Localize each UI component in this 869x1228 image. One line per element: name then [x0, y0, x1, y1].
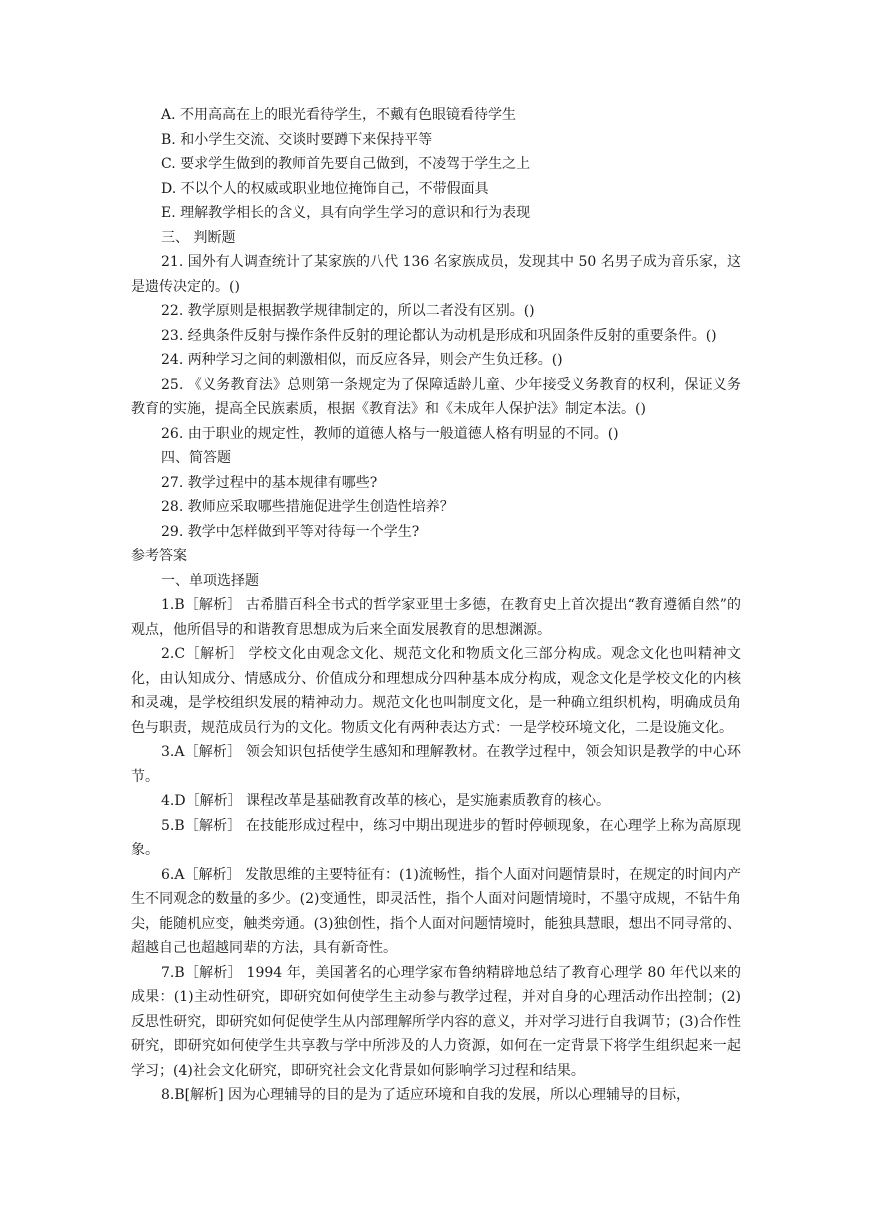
question-23: 23. 经典条件反射与操作条件反射的理论都认为动机是形成和巩固条件反射的重要条件。() [161, 327, 717, 344]
answer-3: 3.A［解析］ 领会知识包括使学生感知和理解教材。在教学过程中，领会知识是教学的中心环节。 [131, 744, 741, 785]
option-c: C. 要求学生做到的教师首先要自己做到，不凌驾于学生之上 [161, 156, 531, 172]
question-22: 22. 教学原则是根据教学规律制定的，所以二者没有区别。() [161, 303, 535, 319]
answers-heading: 参考答案 [131, 548, 187, 564]
document-body [131, 103, 741, 1108]
question-24: 24. 两种学习之间的刺激相似，而反应各异，则会产生负迁移。() [161, 352, 563, 368]
question-27: 27. 教学过程中的基本规律有哪些? [161, 474, 378, 491]
answer-7: 7.B［解析］ 1994 年，美国著名的心理学家布鲁纳精辟地总结了教育心理学 80 年代以来的成果：(1)主动性研究，即研究如何使学生主动参与教学过程，并对自身的心理活动作出控制；(2)反思性研究，即研究如何促使学生从内部理解所学内容的意义，并对学习进行自我调节；(3)合作性研究，即研究如何使学生共享教与学中所涉及的人力资源，如何在一定背景下将学生组织起来一起学习；(4)社会文化研究，即研究社会文化背景如何影响学习过程和结果。 [131, 964, 741, 1079]
section-4-heading: 四、简答题 [161, 450, 231, 466]
question-28: 28. 教师应采取哪些措施促进学生创造性培养？ [161, 499, 454, 515]
answer-2: 2.C［解析］ 学校文化由观念文化、规范文化和物质文化三部分构成。观念文化也叫精神文化，由认知成分、情感成分、价值成分和理想成分四种基本成分构成，观念文化是学校文化的内核和灵魂，是学校组织发展的精神动力。规范文化也叫制度文化，是一种确立组织机构，明确成员角色与职责，规范成员行为的文化。物质文化有两种表达方式：一是学校环境文化，二是设施文化。 [131, 646, 741, 736]
option-e: E. 理解教学相长的含义，具有向学生学习的意识和行为表现 [161, 205, 531, 221]
answer-6: 6.A［解析］ 发散思维的主要特征有：(1)流畅性，指个人面对问题情景时，在规定的时间内产生不同观念的数量的多少。(2)变通性，即灵活性，指个人面对问题情境时，不墨守成规，不钻牛角尖，能随机应变，触类旁通。(3)独创性，指个人面对问题情境时，能独具慧眼，想出不同寻常的、超越自己也超越同辈的方法，具有新奇性。 [131, 866, 741, 956]
option-a: A. 不用高高在上的眼光看待学生，不戴有色眼镜看待学生 [161, 107, 517, 123]
answer-5: 5.B［解析］ 在技能形成过程中，练习中期出现进步的暂时停顿现象，在心理学上称为高原现象。 [131, 817, 741, 858]
question-25: 25. 《义务教育法》总则第一条规定为了保障适龄儿童、少年接受义务教育的权利，保证义务教育的实施，提高全民族素质，根据《教育法》和《未成年人保护法》制定本法。() [131, 376, 741, 417]
answer-8: 8.B[解析] 因为心理辅导的目的是为了适应环境和自我的发展，所以心理辅导的目标， [161, 1087, 691, 1103]
answer-4: 4.D［解析］ 课程改革是基础教育改革的核心，是实施素质教育的核心。 [161, 793, 611, 809]
question-26: 26. 由于职业的规定性，教师的道德人格与一般道德人格有明显的不同。() [161, 425, 619, 442]
option-b: B. 和小学生交流、交谈时要蹲下来保持平等 [161, 131, 433, 148]
option-d: D. 不以个人的权威或职业地位掩饰自己，不带假面具 [161, 180, 489, 197]
answer-1: 1.B［解析］ 古希腊百科全书式的哲学家亚里士多德，在教育史上首次提出“教育遵循自然”的观点，他所倡导的和谐教育思想成为后来全面发展教育的思想渊源。 [131, 597, 741, 638]
answers-section-1-heading: 一、单项选择题 [161, 572, 259, 589]
question-21: 21. 国外有人调查统计了某家族的八代 136 名家族成员，发现其中 50 名男子成为音乐家，这是遗传决定的。() [131, 254, 741, 295]
question-29: 29. 教学中怎样做到平等对待每一个学生? [161, 523, 420, 540]
section-3-heading: 三、 判断题 [161, 229, 236, 246]
